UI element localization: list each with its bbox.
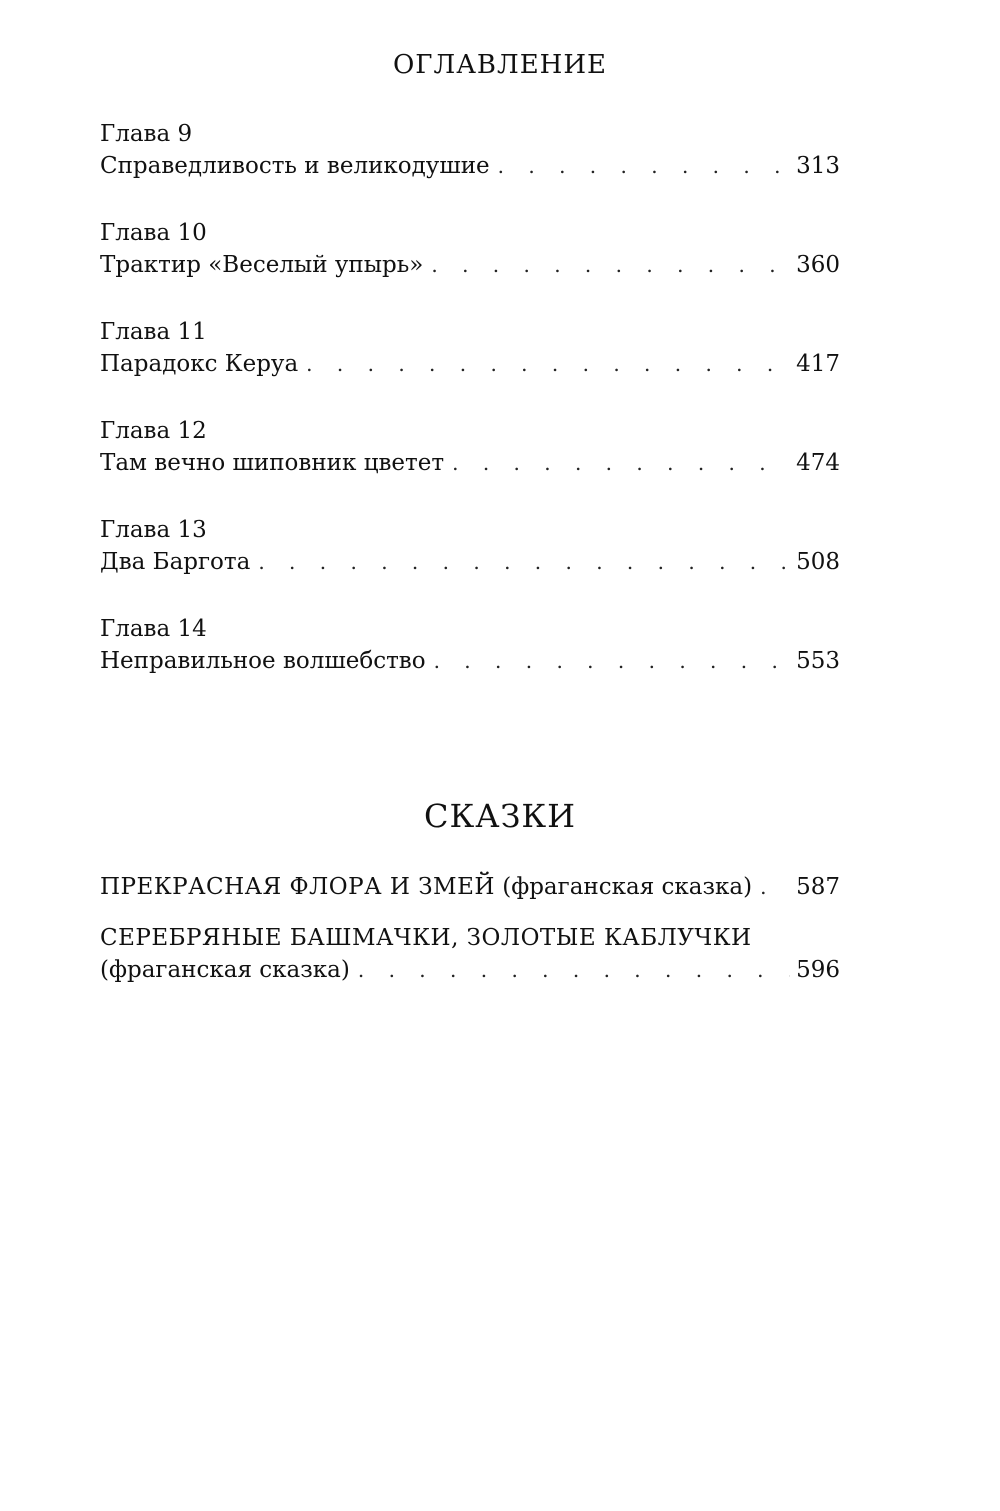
tale-subtitle: (фраганская сказка) bbox=[502, 874, 753, 900]
entry-line bbox=[100, 150, 840, 182]
chapter-label: Глава 10 bbox=[100, 220, 207, 246]
entry-line bbox=[100, 447, 840, 479]
page-number: 508 bbox=[796, 549, 840, 575]
entry-line bbox=[100, 348, 840, 380]
page-number: 474 bbox=[796, 450, 840, 476]
dot-leader bbox=[431, 249, 790, 281]
toc-entry-chapter-10[interactable] bbox=[100, 217, 840, 281]
page-number: 596 bbox=[796, 957, 840, 983]
page-number: 313 bbox=[796, 153, 840, 179]
chapter-label: Глава 9 bbox=[100, 121, 193, 147]
entry-line bbox=[100, 249, 840, 281]
chapter-title: Два Баргота bbox=[100, 549, 251, 575]
tale-title: ПРЕКРАСНАЯ ФЛОРА И ЗМЕЙ bbox=[100, 874, 495, 900]
tale-subtitle: (фраганская сказка) bbox=[100, 957, 350, 983]
toc-entry-chapter-14[interactable] bbox=[100, 613, 840, 677]
dot-leader bbox=[452, 447, 790, 479]
dot-leader bbox=[760, 871, 790, 903]
toc-entry-chapter-12[interactable] bbox=[100, 415, 840, 479]
chapter-title: Неправильное волшебство bbox=[100, 648, 426, 674]
entry-line bbox=[100, 645, 840, 677]
dot-leader bbox=[306, 348, 790, 380]
toc-entry-chapter-13[interactable] bbox=[100, 514, 840, 578]
chapter-label: Глава 14 bbox=[100, 616, 207, 642]
chapter-title: Трактир «Веселый упырь» bbox=[100, 252, 424, 278]
page-number: 553 bbox=[796, 648, 840, 674]
chapter-label: Глава 13 bbox=[100, 517, 207, 543]
entry-line bbox=[100, 546, 840, 578]
entry-line bbox=[100, 871, 840, 903]
toc-heading: ОГЛАВЛЕНИЕ bbox=[392, 50, 608, 80]
chapter-label: Глава 12 bbox=[100, 418, 207, 444]
entry-line bbox=[100, 954, 840, 986]
page-number: 360 bbox=[796, 252, 840, 278]
tale-entry-silver-shoes[interactable] bbox=[100, 922, 840, 986]
dot-leader bbox=[358, 954, 790, 986]
tale-entry-flora[interactable] bbox=[100, 871, 840, 903]
chapter-title: Там вечно шиповник цветет bbox=[100, 450, 445, 476]
chapter-title: Справедливость и великодушие bbox=[100, 153, 490, 179]
tales-heading: СКАЗКИ bbox=[423, 797, 577, 835]
dot-leader bbox=[498, 150, 790, 182]
dot-leader bbox=[258, 546, 790, 578]
toc-entry-chapter-11[interactable] bbox=[100, 316, 840, 380]
toc-entry-chapter-9[interactable] bbox=[100, 118, 840, 182]
page-number: 587 bbox=[796, 874, 840, 900]
page-number: 417 bbox=[796, 351, 840, 377]
chapter-title: Парадокс Керуа bbox=[100, 351, 299, 377]
dot-leader bbox=[434, 645, 791, 677]
tale-title-group bbox=[100, 871, 760, 903]
tale-title: СЕРЕБРЯНЫЕ БАШМАЧКИ, ЗОЛОТЫЕ КАБЛУЧКИ bbox=[100, 925, 752, 951]
chapter-label: Глава 11 bbox=[100, 319, 207, 345]
